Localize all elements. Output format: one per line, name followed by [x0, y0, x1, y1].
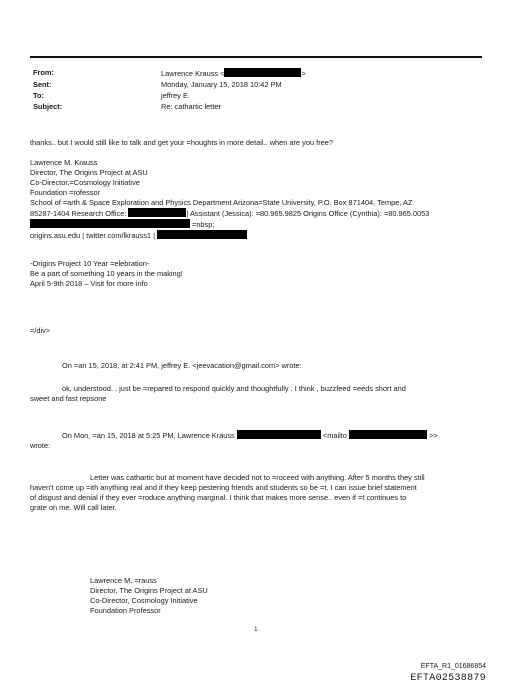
sig2-line: Foundation Professor [90, 606, 161, 615]
sig-line: Co-Director,=Cosmology Initiative [30, 178, 140, 187]
from-close: > [301, 69, 306, 78]
sent-label: Sent: [33, 80, 52, 89]
subject-value: Re: cathartic letter [161, 102, 221, 111]
letter-line: of disgust and denial if they ever =roduce anything marginal. I think that makes more sense.. even if =t continues to [30, 493, 407, 502]
subject-label: Subject: [33, 102, 63, 111]
sig-line: School of =arth & Space Exploration and Physics Department Arizona=State University, P.O. Box 871404, Tempe, AZ [30, 198, 413, 207]
quote-line: ok, understood. . just be =repared to respond quickly and thoughtfully . I think , buzzfeed =eeds short and [62, 384, 406, 393]
sig2-line: Lawrence M. =rauss [90, 576, 157, 585]
letter-block [30, 473, 425, 513]
body-line: thanks.. but I would still like to talk and get your =houghts in more detail.. when are you free? [30, 138, 333, 147]
div-tag: =/div> [30, 326, 51, 335]
redaction-box [349, 430, 427, 439]
signature-block [30, 158, 429, 241]
letter-line: haven't come up =ith anything real and if they keep pestering friends and students so be =t. I can issue brief statement [30, 483, 417, 492]
sig-line [30, 208, 429, 219]
sig-line: Lawrence M. Krauss [30, 158, 98, 167]
redaction-box [224, 68, 301, 77]
sig-text: | Assistant (Jessica): =80.965.9825 Origins Office (Cynthia): =80.965.0053 [186, 209, 430, 218]
page-number: 1 [254, 626, 258, 633]
promo-line: Be a part of something 10 years in the making! [30, 269, 183, 278]
quote2-text: On Mon, =an 15, 2018 at 5:25 PM, Lawrence Krauss [62, 431, 235, 440]
header-rule [30, 56, 482, 58]
redaction-box [157, 230, 247, 239]
from-label: From: [33, 68, 54, 77]
sent-value: Monday, January 15, 2018 10:42 PM [161, 80, 282, 89]
quote1-header: On =an 15, 2018, at 2:41 PM, jeffrey E. <jeevacation@gmail.com> wrote: [62, 361, 302, 370]
signature-block-2 [90, 576, 208, 616]
sig-line: Director, The Origins Project at ASU [30, 168, 148, 177]
from-name: Lawrence Krauss < [161, 69, 225, 78]
letter-line: grate on me. Will call later. [30, 503, 117, 512]
sig-text: =nbsp; [192, 220, 215, 229]
sig2-line: Director, The Origins Project at ASU [90, 586, 208, 595]
quote2-end: >> [429, 431, 438, 440]
footer-id-1: EFTA_R1_01686854 [420, 663, 486, 670]
promo-line: -Origins Project 10 Year =elebration- [30, 259, 150, 268]
sig-text: origins.asu.edu | twitter.com/lkrauss1 | [30, 231, 156, 240]
sig2-line: Co-Director, Cosmology Initiative [90, 596, 198, 605]
to-value: jeffrey E. [161, 91, 191, 100]
sig-line: Foundation =rofessor [30, 188, 101, 197]
letter-line: Letter was cathartic but at moment have decided not to =roceed with anything. After 5 months they still [90, 473, 425, 482]
redaction-box [128, 208, 186, 217]
sig-line [30, 230, 429, 241]
redaction-box [30, 219, 190, 228]
to-label: To: [33, 91, 44, 100]
quote2-mailto: <mailto [322, 431, 347, 440]
sig-text: 85287-1404 Research Office: [30, 209, 127, 218]
sig-line [30, 219, 429, 230]
origins-promo [30, 259, 183, 289]
quote1-body [30, 384, 406, 404]
footer-id-2: EFTA02538879 [410, 673, 486, 684]
from-value [161, 68, 306, 78]
quote2-wrote: wrote: [30, 441, 51, 450]
quote2-header [62, 430, 438, 440]
redaction-box [237, 430, 321, 439]
quote-line: sweet and fast repsone [30, 394, 107, 403]
promo-line: April 5-9th 2018 – Visit for more info [30, 279, 148, 288]
